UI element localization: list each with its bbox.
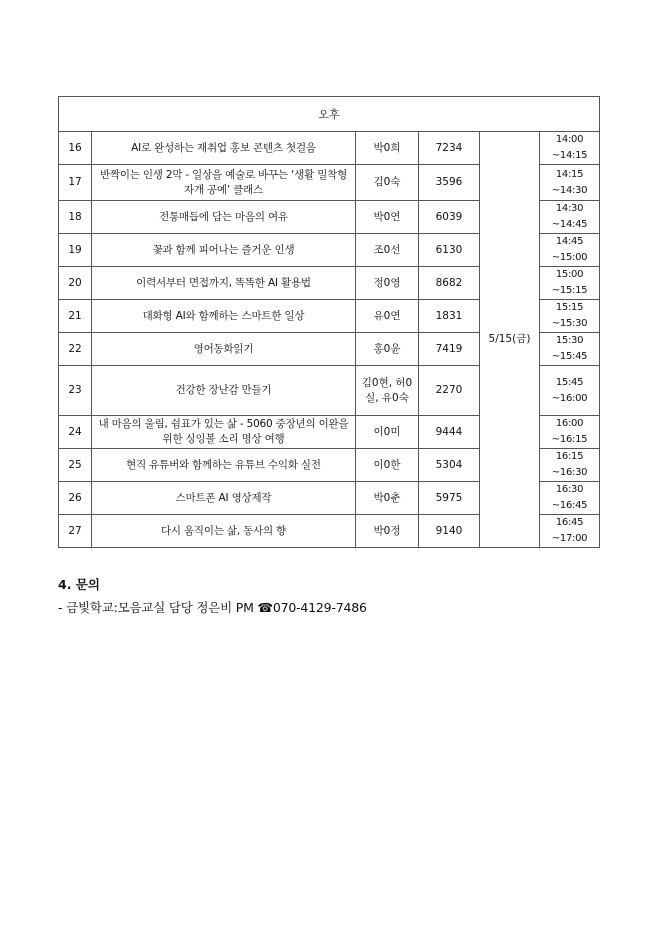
time-slot — [540, 449, 600, 482]
time-end: ~15:00 — [551, 252, 588, 263]
program-title: AI로 완성하는 재취업 홍보 콘텐츠 첫걸음 — [92, 132, 356, 165]
time-slot — [540, 482, 600, 515]
instructor-name: 김0현, 허0실, 유0숙 — [356, 366, 419, 416]
row-number: 26 — [59, 482, 92, 515]
row-number: 18 — [59, 201, 92, 234]
time-start: 16:30 — [555, 484, 584, 495]
row-number: 19 — [59, 234, 92, 267]
program-code: 5975 — [419, 482, 480, 515]
row-number: 23 — [59, 366, 92, 416]
program-title: 내 마음의 울림, 쉼표가 있는 삶 - 5060 중장년의 이완을 위한 싱잉볼 소리 명상 여행 — [92, 416, 356, 449]
time-start: 14:30 — [555, 203, 584, 214]
instructor-name: 박0희 — [356, 132, 419, 165]
time-end: ~16:45 — [551, 500, 588, 511]
row-number: 20 — [59, 267, 92, 300]
time-slot — [540, 201, 600, 234]
instructor-name: 홍0윤 — [356, 333, 419, 366]
time-slot — [540, 132, 600, 165]
program-code: 6039 — [419, 201, 480, 234]
program-title: 영어동화읽기 — [92, 333, 356, 366]
row-number: 21 — [59, 300, 92, 333]
instructor-name: 유0연 — [356, 300, 419, 333]
time-slot — [540, 333, 600, 366]
program-code: 1831 — [419, 300, 480, 333]
program-code: 3596 — [419, 165, 480, 201]
program-title: 다시 움직이는 삶, 동사의 향 — [92, 515, 356, 548]
program-schedule-table — [58, 96, 600, 548]
schedule-date: 5/15(금) — [480, 132, 540, 548]
time-end: ~15:30 — [551, 318, 588, 329]
program-title: 이력서부터 면접까지, 똑똑한 AI 활용법 — [92, 267, 356, 300]
time-start: 16:00 — [555, 418, 584, 429]
time-start: 14:00 — [555, 134, 584, 145]
instructor-name: 박0정 — [356, 515, 419, 548]
instructor-name: 이0미 — [356, 416, 419, 449]
time-slot — [540, 300, 600, 333]
time-start: 15:30 — [555, 335, 584, 346]
program-code: 7234 — [419, 132, 480, 165]
time-end: ~15:15 — [551, 285, 588, 296]
program-code: 6130 — [419, 234, 480, 267]
program-title: 전통매듭에 담는 마음의 여유 — [92, 201, 356, 234]
section-header-row — [59, 97, 600, 132]
time-end: ~16:15 — [551, 434, 588, 445]
inquiry-heading: 4. 문의 — [58, 577, 100, 592]
time-start: 15:45 — [555, 376, 584, 388]
time-start: 16:45 — [555, 517, 584, 528]
table-row — [59, 132, 600, 165]
program-title: 건강한 장난감 만들기 — [92, 366, 356, 416]
program-code: 8682 — [419, 267, 480, 300]
time-end: ~16:30 — [551, 467, 588, 478]
row-number: 27 — [59, 515, 92, 548]
program-code: 2270 — [419, 366, 480, 416]
program-title: 반짝이는 인생 2막 - 일상을 예술로 바꾸는 ‘생활 밀착형 자개 공예’ 클래스 — [92, 165, 356, 201]
row-number: 25 — [59, 449, 92, 482]
time-start: 16:15 — [555, 451, 584, 462]
time-slot — [540, 234, 600, 267]
time-end: ~15:45 — [551, 351, 588, 362]
program-title: 현직 유튜버와 함께하는 유튜브 수익화 실전 — [92, 449, 356, 482]
section-header: 오후 — [59, 97, 600, 132]
time-start: 14:45 — [555, 236, 584, 247]
time-slot — [540, 515, 600, 548]
row-number: 17 — [59, 165, 92, 201]
instructor-name: 이0한 — [356, 449, 419, 482]
program-code: 9140 — [419, 515, 480, 548]
row-number: 24 — [59, 416, 92, 449]
time-end: ~17:00 — [551, 533, 588, 544]
program-code: 5304 — [419, 449, 480, 482]
instructor-name: 박0춘 — [356, 482, 419, 515]
time-end: ~14:45 — [551, 219, 588, 230]
inquiry-contact: - 금빛학교:모음교실 담당 정은비 PM ☎070-4129-7486 — [58, 600, 367, 615]
time-slot — [540, 165, 600, 201]
program-code: 7419 — [419, 333, 480, 366]
row-number: 16 — [59, 132, 92, 165]
instructor-name: 조0선 — [356, 234, 419, 267]
program-title: 스마트폰 AI 영상제작 — [92, 482, 356, 515]
time-slot — [540, 366, 600, 416]
instructor-name: 정0영 — [356, 267, 419, 300]
instructor-name: 박0연 — [356, 201, 419, 234]
row-number: 22 — [59, 333, 92, 366]
program-title: 꽃과 함께 피어나는 즐거운 인생 — [92, 234, 356, 267]
time-slot — [540, 416, 600, 449]
program-title: 대화형 AI와 함께하는 스마트한 일상 — [92, 300, 356, 333]
instructor-name: 김0숙 — [356, 165, 419, 201]
time-start: 15:15 — [555, 302, 584, 313]
program-code: 9444 — [419, 416, 480, 449]
time-end: ~14:30 — [551, 184, 588, 196]
time-start: 14:15 — [555, 168, 584, 180]
time-end: ~16:00 — [551, 392, 588, 404]
time-end: ~14:15 — [551, 150, 588, 161]
time-slot — [540, 267, 600, 300]
time-start: 15:00 — [555, 269, 584, 280]
